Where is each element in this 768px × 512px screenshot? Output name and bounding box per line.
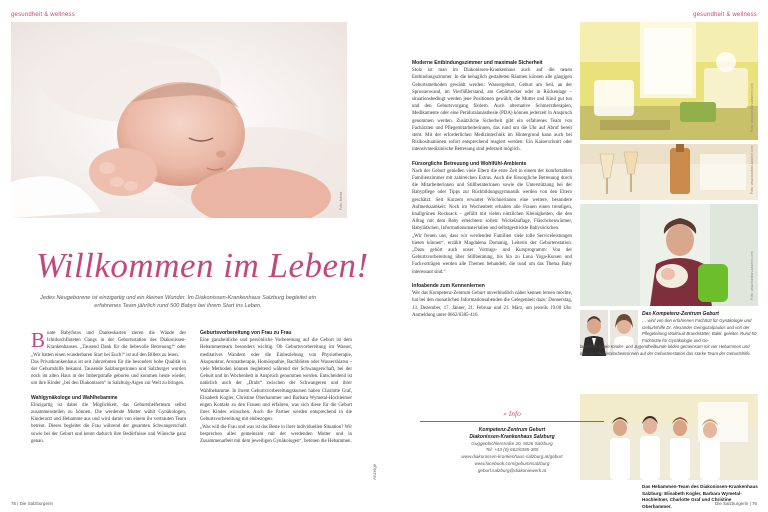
page-title: Willkommen im Leben! (36, 246, 369, 285)
info-marker: » Info (503, 409, 521, 418)
body-paragraph: Eine ganzheitliche und persönliche Vorbereitung auf die Geburt ist dem Hebammenteam besonders wichtig. Ob Geburtsvorbereitung im Wasser, meditatives Wandern oder die Einbeziehung von Physiotherapie, Akupunktur, Aromatherapie, Homöopathie, Bachblüten oder Wassershiatsu – viele Methoden können begleitend während der Schwangerschaft, bei der Geburt und im Wochenbett in Anspruch genommen werden. Entscheidend ist natürlich auch der „Draht“ zwischen der Schwangeren und ihrer Wahlhebamme. In ihrem Geburtsvorbereitungskursen haben Charlotte Graf, Elisabeth Kogler, Christine Oberhammer und Barbara Wymetal-Hochleitner engen Kontakt zu den Frauen und erfahren, was sich diese für die Geburt ihres Kindes wünschen. Auch die Partner werden entsprechend in die Geburtsvorbereitung mit einbezogen. (200, 338, 352, 423)
birthing-room-photo (580, 22, 758, 140)
running-head-left: gesundheit & wellness (11, 12, 75, 18)
competence-center-sidebar (580, 311, 758, 358)
sleeping-baby-illustration (11, 22, 347, 218)
info-subtitle: Diakonissen-Krankenhaus Salzburg (469, 433, 555, 440)
page-number-left: 76 | Die Salzburgerin (11, 501, 53, 506)
section-heading: Wahlgynäkologe und Wahlhebamme (31, 394, 118, 401)
advertisement-label: Anzeige (372, 463, 377, 480)
sidebar-title: Das Kompetenz-Zentrum Geburt (642, 311, 719, 317)
info-title: Kompetenz-Zentrum Geburt (478, 427, 546, 433)
body-paragraph: „Was will die Frau und was ist das Beste in ihrer individuellen Situation? Wir besprechen alles gemeinsam mit der werdenden Mutter und in Zusammenarbeit mit dem jeweiligen Gynäkologen“, betonen die Hebammen. (200, 424, 352, 445)
intro-paragraph: Bunte Babyfotos und Dankeskarten zieren die Wände des Ichtdurchfluteten Gangs in der Geburtsstation des Diakonissen-Krankenhauses. „Tausend Dank für die liebevolle Betreuung!“ oder „Wir hatten einen wunderbaren Start bei Euch!“ ist auf den Billets zu lesen. (31, 328, 186, 358)
section-heading: Infoabende zum Kennenlernen (412, 282, 485, 289)
info-email-link[interactable]: geburt.salzburg@diakoniewerk.at (477, 467, 547, 473)
info-facebook-link[interactable]: www.facebook.com/geburtinsalzburg (474, 460, 550, 466)
mother-baby-photo (580, 204, 758, 306)
article-column-2 (200, 330, 352, 445)
info-phone: Tel: +43 (0) 662/6385-385 (485, 447, 539, 453)
nurse-photo-credit: Foto: www.bastian-kaserin.com (750, 251, 754, 300)
info-website-link[interactable]: www.diakonissen-krankenhaus-salzburg.at/geburt (461, 454, 563, 460)
midwife-team-caption: Das Hebammen-Team des Diakonissen-Krankenhaus Salzburg: Elisabeth Kogler, Barbara Wymetal-Hochleitner, Charlotte Graf und Christine Oberhammer. (642, 484, 758, 509)
drop-cap: B (31, 328, 46, 352)
article-column-1 (31, 330, 186, 445)
body-paragraph: Stolz ist man im Diakonissen-Krankenhaus auch auf die neuen Entbindungszimmer. In die behaglich gestalteten Räumen können alle gängigen Geburtsmethoden gewählt werden: Wassergeburt, Geburt am Seil, an der Sprossenwand, im Vierfüßlerstand, am Gebärhocker oder in Rückenlage – situationsbedingt werden jene Positionen gewählt, die Mutter und Kind gut tun und den Geburtsvorgang fördern. Auch alternative Schmerztherapien, Medikamente oder eine Periduralanästhesie (PDA) können jederzeit in Anspruch genommen werden. Zusätzliche Sicherheit gibt ein erfahrenes Team von Fachärzten und Pflegemitarbeiterinnen, das rund um die Uhr auf Abruf bereit steht. Mit der erforderlichen Medizintechnik im Hintergrund kann auch bei Risikosituationen sofort entsprechend reagiert werden: Ein Kaiserschnitt oder intensivmedizinische Betreuung sind jederzeit möglich. (412, 68, 572, 153)
section-heading: Geburtsvorbereitung von Frau zu Frau (200, 330, 292, 336)
page-number-right: Die Salzburgerin | 76 (715, 501, 757, 506)
info-divider (420, 421, 604, 422)
sidebar-text: … wird von den erfahrenen Fachärzt für Gynäkologie und Geburtshilfe Dr. Alexander Geingozalpaulos und von der Pflegeleitung Waltraud Brandstätter, Bakk. geleitet. Rund 50 Fachärzte für Gynäkologie und Ge- (642, 318, 757, 343)
section-heading: Fürsorgliche Betreuung und Wohlfühl-Ambiente (412, 160, 527, 167)
body-paragraph: Einzigartig ist dabei die Möglichkeit, das Geburtshelferteam selbst zusammenstellen zu können. Die werdende Mutter wählt Gynäkologen, Kinderarzt und Hebamme aus und wird damit von einem ihr vertrauten Team betreut. Dieses begleitet die Frau während der gesamten Schwangerschaft sowie bei der Geburt und kennt dadurch ihre Bedürfnisse und Wünsche ganz genau. (31, 402, 186, 444)
hero-photo-credit: Foto: fotolia (339, 191, 343, 210)
wine-glasses-photo (580, 144, 758, 200)
room-photo-credit: Foto: www.bastian-kaserin.com (750, 83, 754, 132)
lead-paragraph: Jedes Neugeborene ist einzigartig und ein kleines Wunder. Im Diakonissen-Krankenhaus Salzburg begleitet ein erfahrenes Team jährlich rund 500 Babys bei ihrem Start ins Leben. (40, 295, 316, 309)
sidebar-text-continued: burtshilfe sowie Kinder- und Jugendheilkunde bilden gemeinsam mit vier Hebammen und rund 20 Pflegemitarbeiterinnen auf der Geburtenstation das starke Team der Geburtshilfe. (580, 344, 751, 356)
wine-photo-credit: Foto: www.bastian-kaserin.com (750, 145, 754, 194)
body-paragraph: Wer das Kompetenz-Zentrum Geburt unverbindlich näher kennen lernen möchte, hat bei den monatlichen Informationsabenden die Gelegenheit dazu: Donnerstag, 13. Dezember, 17. Jänner, 21. Februar und 21. März, um jeweils 19.00 Uhr. Anmeldung unter 0662/6385-416. (412, 291, 572, 318)
info-address: Guggenbichlerstraße 20, 5026 Salzburg (471, 440, 553, 446)
body-paragraph: Nach der Geburt genießen viele Eltern die erste Zeit in einem der komfortablen Familienzimmer mit zahlreichen Extras. Auch die fürsorgliche Betreuung durch die Mitarbeiterinnen und Stillberaterinnen sowie die Unterstützung bei der Babypflege oder Tipps zur Rückbildungsgymnastik werden von den Eltern geschätzt. Seit Kurzem erwartet Wöchnerinnen eine weitere, besondere Aufmerksamkeit: Noch im Wochenbett erhalten alle Frauen einen trendigen, knallgrünen Rucksack – gefüllt mit vielen nützlichen Kleinigkeiten, die den Alltag mit dem Baby erleichtern sollen: Wickelauflage, Fläschchenwärmer, Babylätzchen, Informationsmaterialien und selbstgestrickte Babysöckchen. (412, 168, 572, 232)
running-head-right: gesundheit & wellness (693, 12, 757, 18)
body-paragraph: Das Privatkrankenhaus ist seit Jahrzehnten für die besonders hohe Qualität in der Geburtshilfe bekannt. Tausende Salzburgerinnen und Salzburger wurden noch im alten Haus in der Imbergstraße geboren und kommen heute wieder, um ihre Kinder „bei den Diakonissen“ in Salzburg-Aigen zur Welt zu bringen. (31, 359, 186, 387)
article-column-3 (412, 60, 572, 319)
body-paragraph: „Wir freuen uns, dass wir werdenden Familien viele tolle Serviceleistungen bieten können“, erzählt Magdalena Domanig, Leiterin der Geburtenstation. „Dazu gehört auch unser Vortrags- und Kursprogramm: Von der Geburtsvorbereitung über Stillberatung, bis hin zu Luna Yoga-Kursen und Fachvorträgen werden alle Themen behandelt, die rund um das Thema Baby interessant sind.“ (412, 233, 572, 275)
info-box (412, 409, 612, 475)
section-heading: Moderne Entbindungszimmer und maximale Sicherheit (412, 60, 543, 66)
hero-baby-photo (11, 22, 347, 218)
